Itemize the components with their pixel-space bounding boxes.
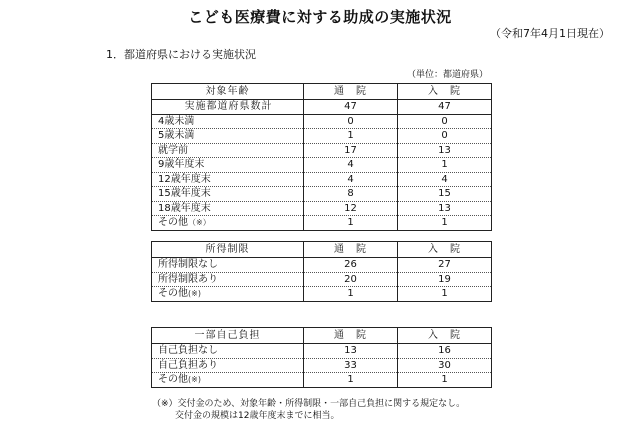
inpatient-value: 13 [398, 201, 492, 216]
table-row [152, 373, 492, 388]
row-label: 4歳未満 [152, 114, 304, 129]
row-label: 所得制限なし [152, 258, 304, 273]
inpatient-value: 30 [398, 358, 492, 373]
table-row [152, 143, 492, 158]
table-row [152, 272, 492, 287]
age-coverage-table [151, 83, 492, 231]
row-label: 9歳年度末 [152, 158, 304, 173]
column-header-inpatient: 入 院 [398, 328, 492, 344]
outpatient-value: 20 [304, 272, 398, 287]
table-row [152, 158, 492, 173]
inpatient-value: 1 [398, 287, 492, 302]
table-row [152, 258, 492, 273]
section-heading: 1．都道府県における実施状況 [106, 48, 256, 61]
inpatient-value: 1 [398, 216, 492, 231]
outpatient-value: 1 [304, 373, 398, 388]
footnote [152, 398, 465, 422]
row-label: 所得制限あり [152, 272, 304, 287]
outpatient-value: 4 [304, 158, 398, 173]
footnote-marker: (※) [188, 375, 201, 384]
row-label-text: その他 [158, 374, 188, 385]
column-header-income-limit: 所得制限 [152, 242, 304, 258]
as-of-date: （令和7年4月1日現在） [490, 27, 610, 40]
outpatient-value: 47 [304, 100, 398, 115]
footnote-marker: （※） [188, 218, 211, 227]
row-label: 12歳年度末 [152, 172, 304, 187]
table-row [152, 172, 492, 187]
inpatient-value: 0 [398, 114, 492, 129]
outpatient-value: 12 [304, 201, 398, 216]
table-row [152, 344, 492, 359]
income-limit-table [151, 241, 492, 302]
table-header-row [152, 328, 492, 344]
row-label [152, 216, 304, 231]
footnote-line-2: 交付金の規模は12歳年度末までに相当。 [175, 411, 340, 421]
row-label: 自己負担あり [152, 358, 304, 373]
inpatient-value: 16 [398, 344, 492, 359]
row-label: 実施都道府県数計 [152, 100, 304, 115]
inpatient-value: 15 [398, 187, 492, 202]
inpatient-value: 1 [398, 373, 492, 388]
table-row [152, 201, 492, 216]
outpatient-value: 1 [304, 287, 398, 302]
inpatient-value: 47 [398, 100, 492, 115]
table-row [152, 114, 492, 129]
row-label: 就学前 [152, 143, 304, 158]
footnote-line-1: （※）交付金のため、対象年齢・所得制限・一部自己負担に関する規定なし。 [152, 399, 466, 409]
unit-label: （単位：都道府県） [406, 70, 488, 80]
inpatient-value: 4 [398, 172, 492, 187]
table-header-row [152, 84, 492, 100]
outpatient-value: 1 [304, 216, 398, 231]
column-header-age: 対象年齢 [152, 84, 304, 100]
table-row [152, 287, 492, 302]
row-label [152, 287, 304, 302]
page-title: こども医療費に対する助成の実施状況 [188, 8, 452, 26]
outpatient-value: 17 [304, 143, 398, 158]
row-label: 18歳年度末 [152, 201, 304, 216]
outpatient-value: 0 [304, 114, 398, 129]
copay-table [151, 327, 492, 388]
table-header-row [152, 242, 492, 258]
row-label [152, 373, 304, 388]
outpatient-value: 26 [304, 258, 398, 273]
inpatient-value: 1 [398, 158, 492, 173]
column-header-outpatient: 通 院 [304, 84, 398, 100]
outpatient-value: 33 [304, 358, 398, 373]
inpatient-value: 0 [398, 129, 492, 144]
table-row [152, 216, 492, 231]
total-row [152, 100, 492, 115]
outpatient-value: 13 [304, 344, 398, 359]
table-row [152, 129, 492, 144]
column-header-inpatient: 入 院 [398, 242, 492, 258]
column-header-outpatient: 通 院 [304, 328, 398, 344]
row-label-text: その他 [158, 288, 188, 299]
inpatient-value: 27 [398, 258, 492, 273]
table-row [152, 187, 492, 202]
column-header-inpatient: 入 院 [398, 84, 492, 100]
table-row [152, 358, 492, 373]
outpatient-value: 8 [304, 187, 398, 202]
outpatient-value: 4 [304, 172, 398, 187]
inpatient-value: 19 [398, 272, 492, 287]
footnote-marker: (※) [188, 289, 201, 298]
row-label: 5歳未満 [152, 129, 304, 144]
row-label: 15歳年度末 [152, 187, 304, 202]
outpatient-value: 1 [304, 129, 398, 144]
column-header-outpatient: 通 院 [304, 242, 398, 258]
inpatient-value: 13 [398, 143, 492, 158]
column-header-copay: 一部自己負担 [152, 328, 304, 344]
row-label: 自己負担なし [152, 344, 304, 359]
row-label-text: その他 [158, 217, 188, 228]
